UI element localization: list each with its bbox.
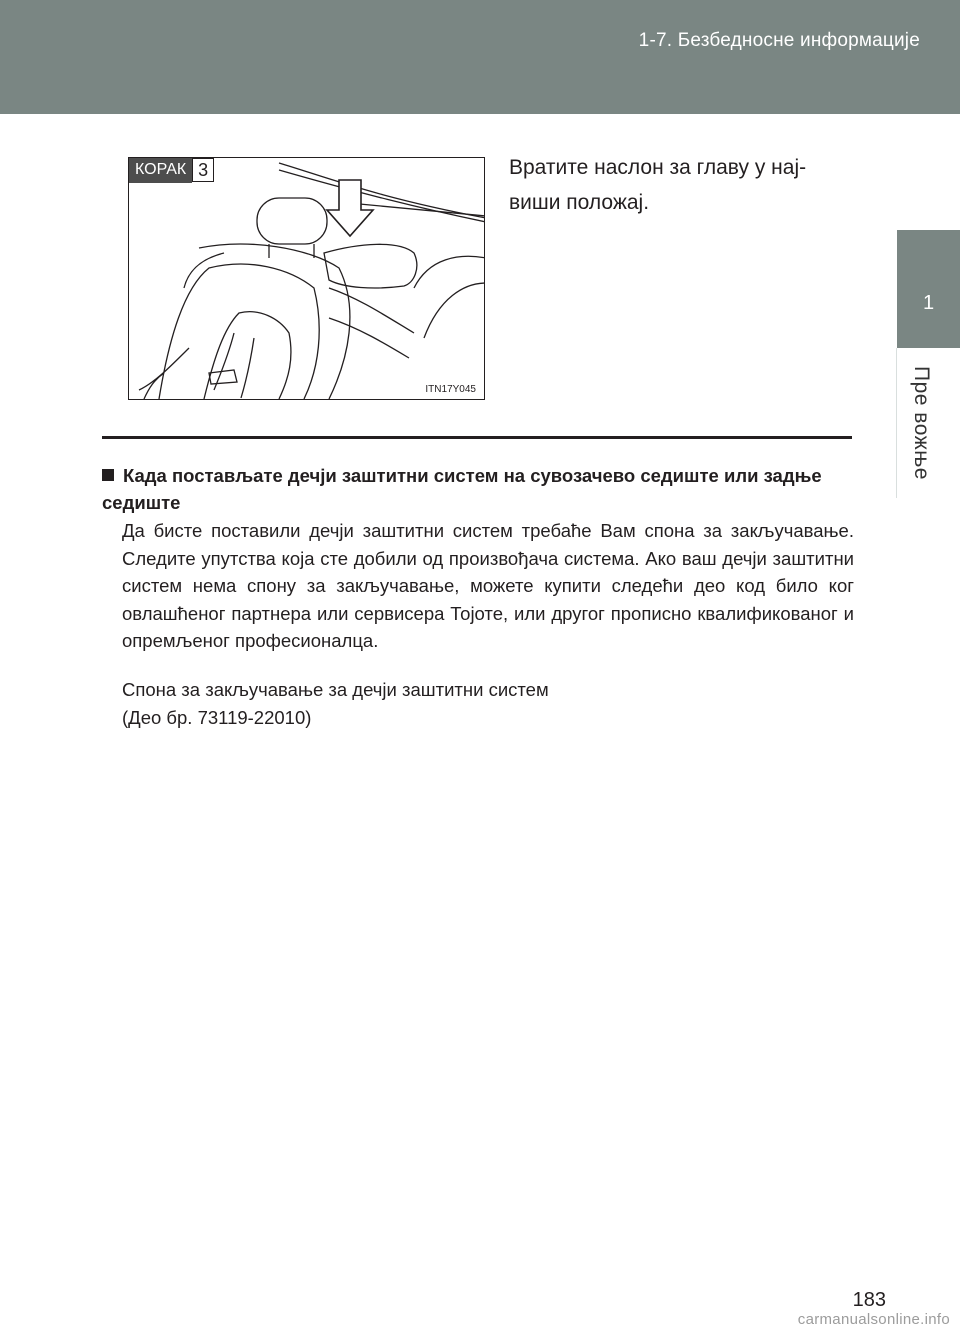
- page-header: [0, 0, 960, 114]
- seat-illustration: [129, 158, 485, 400]
- step-number: 3: [192, 158, 214, 182]
- section-divider: [102, 436, 852, 439]
- step-word: КОРАК: [129, 158, 192, 183]
- section-title: 1-7. Безбедносне информације: [638, 30, 920, 51]
- part-number: (Део бр. 73119-22010): [122, 706, 312, 728]
- illustration-headrest: [128, 157, 485, 400]
- chapter-tab[interactable]: [897, 230, 960, 348]
- section-heading-text: Када постављате дечји заштитни систем на сувозачево седиште или задње седиште: [102, 465, 822, 513]
- watermark[interactable]: carmanualsonline.info: [797, 1311, 950, 1328]
- step-instruction: [509, 150, 854, 220]
- part-name: Спона за закључавање за дечји заштитни систем: [122, 679, 549, 700]
- step-instruction-text: Вратите наслон за главу у нај- виши положај.: [509, 156, 807, 214]
- chapter-tab-label-box: [896, 348, 960, 498]
- figure-code: ITN17Y045: [425, 384, 476, 395]
- section-body: Да бисте поставили дечји заштитни систем требаће Вам спона за закључавање. Следите упутства која сте добили од произвођача система. Ако ваш дечји заштитни систем нема спону за закључавање, можете купити следећи део код било ког овлашћеног партнера или сервисера Тојоте, или другог прописно квалификованог и опремљеног професионалца.: [122, 520, 854, 651]
- chapter-label: Пре вожње: [910, 366, 933, 480]
- step-badge: [129, 158, 214, 183]
- chapter-number: 1: [922, 292, 935, 314]
- page-number: 183: [852, 1289, 886, 1311]
- square-bullet-icon: [102, 469, 114, 481]
- section-heading: [102, 462, 854, 516]
- part-info: [122, 676, 854, 731]
